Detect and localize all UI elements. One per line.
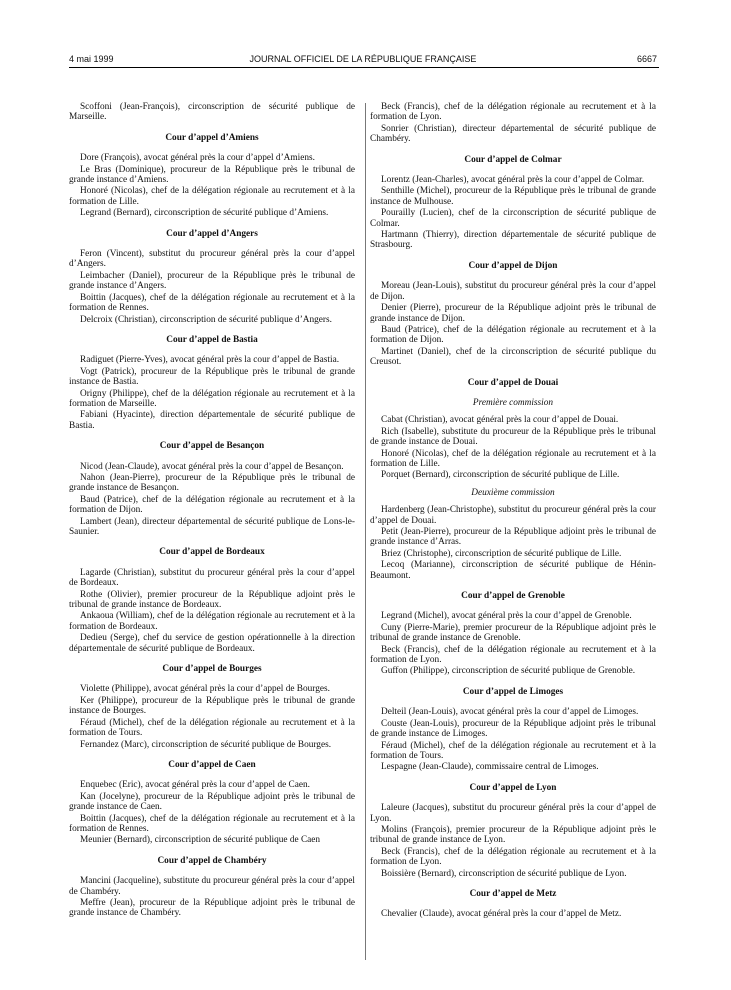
court-section <box>69 441 355 537</box>
appointment-entry: Beck (Francis), chef de la délégation régionale au recrutement et à la formation de Lyon. <box>370 644 656 666</box>
appointment-entry: Molins (François), premier procureur de la République adjoint près le tribunal de grande instance de Lyon. <box>370 824 656 846</box>
appointment-entry: Vogt (Patrick), procureur de la République près le tribunal de grande instance de Bastia. <box>69 366 355 388</box>
appointment-entry: Legrand (Bernard), circonscription de sécurité publique d’Amiens. <box>80 208 329 219</box>
appointment-entry: Moreau (Jean-Louis), substitut du procureur général près la cour d’appel de Dijon. <box>370 281 656 302</box>
appointment-entry: Sonrier (Christian), directeur départemental de sécurité publique de Chambéry. <box>370 123 656 145</box>
appointment-entry: Dedieu (Serge), chef du service de gestion opérationnelle à la direction départementale de sécurité publique de Bordeaux. <box>69 633 355 654</box>
appointment-entry: Hartmann (Thierry), direction départementale de sécurité publique de Strasbourg. <box>370 230 656 251</box>
appointment-entry: Féraud (Michel), chef de la délégation régionale au recrutement et à la formation de Tours. <box>370 740 656 761</box>
appointment-entry: Feron (Vincent), substitut du procureur général près la cour d’appel d’Angers. <box>69 249 355 270</box>
section-title: Cour d’appel de Besançon <box>159 441 265 452</box>
court-section <box>370 155 656 251</box>
appointment-entry: Leimbacher (Daniel), procureur de la République près le tribunal de grande instance d’Angers. <box>69 270 355 292</box>
left-column <box>69 102 355 920</box>
section-subtitle: Première commission <box>472 397 554 408</box>
court-section <box>370 889 656 920</box>
header-date: 4 mai 1999 <box>69 54 114 64</box>
court-section <box>370 261 656 368</box>
court-section <box>69 547 355 654</box>
appointment-entry: Nahon (Jean-Pierre), procureur de la République près le tribunal de grande instance de Besançon. <box>69 472 355 494</box>
section-title: Cour d’appel d’Angers <box>166 228 258 239</box>
appointment-entry: Ker (Philippe), procureur de la République près le tribunal de grande instance de Bourges. <box>69 695 355 717</box>
section-title: Cour d’appel de Grenoble <box>461 591 565 602</box>
appointment-entry: Boissière (Bernard), circonscription de sécurité publique de Lyon. <box>381 868 627 879</box>
court-section <box>370 783 656 879</box>
section-title: Cour d’appel de Metz <box>469 888 557 899</box>
appointment-entry: Denier (Pierre), procureur de la République adjoint près le tribunal de grande instance de Dijon. <box>370 303 656 324</box>
appointment-entry: Honoré (Nicolas), chef de la délégation régionale au recrutement et à la formation de Lille. <box>69 186 355 207</box>
appointment-entry: Scoffoni (Jean-François), circonscription de sécurité publique de Marseille. <box>69 102 355 123</box>
appointment-entry: Rothe (Olivier), premier procureur de la République adjoint près le tribunal de grande instance de Bordeaux. <box>69 589 355 611</box>
appointment-entry: Enquebec (Eric), avocat général près la cour d’appel de Caen. <box>80 780 310 791</box>
appointment-entry: Baud (Patrice), chef de la délégation régionale au recrutement et à la formation de Dijon. <box>69 494 355 516</box>
section-title: Cour d’appel de Dijon <box>468 260 558 271</box>
court-section <box>69 229 355 325</box>
appointment-entry: Lespagne (Jean-Claude), commissaire central de Limoges. <box>381 762 599 773</box>
appointment-entry: Féraud (Michel), chef de la délégation régionale au recrutement et à la formation de Tours. <box>69 717 355 739</box>
section-title: Cour d’appel de Chambéry <box>157 855 267 866</box>
section-title: Cour d’appel de Lyon <box>469 782 557 793</box>
court-section <box>370 488 656 581</box>
court-section <box>69 102 355 123</box>
appointment-entry: Martinet (Daniel), chef de la circonscription de sécurité publique du Creusot. <box>370 346 656 368</box>
header-rule <box>69 67 659 68</box>
appointment-entry: Nicod (Jean-Claude), avocat général près la cour d’appel de Besançon. <box>80 461 344 472</box>
page-header <box>69 54 657 68</box>
appointment-entry: Kan (Jocelyne), procureur de la République adjoint près le tribunal de grande instance de Caen. <box>69 791 355 813</box>
appointment-entry: Delcroix (Christian), circonscription de sécurité publique d’Angers. <box>80 314 332 325</box>
appointment-entry: Briez (Christophe), circonscription de sécurité publique de Lille. <box>381 548 622 559</box>
appointment-entry: Beck (Francis), chef de la délégation régionale au recrutement et à la formation de Lyon. <box>370 102 656 123</box>
appointment-entry: Cuny (Pierre-Marie), premier procureur de la République adjoint près le tribunal de grande instance de Grenoble. <box>370 622 656 644</box>
court-section <box>370 591 656 677</box>
appointment-entry: Dore (François), avocat général près la cour d’appel d’Amiens. <box>80 153 315 164</box>
appointment-entry: Fernandez (Marc), circonscription de sécurité publique de Bourges. <box>80 739 332 750</box>
section-title: Cour d’appel de Bastia <box>166 334 258 345</box>
court-section <box>69 335 355 431</box>
appointment-entry: Hardenberg (Jean-Christophe), substitut du procureur général près la cour d’appel de Douai. <box>370 505 656 526</box>
section-title: Cour d’appel de Bordeaux <box>159 547 265 558</box>
appointment-entry: Guffon (Philippe), circonscription de sécurité publique de Grenoble. <box>381 666 636 677</box>
section-title: Cour d’appel de Caen <box>168 759 256 770</box>
appointment-entry: Rich (Isabelle), substitute du procureur de la République près le tribunal de grande instance de Douai. <box>370 426 656 448</box>
appointment-entry: Lecoq (Marianne), circonscription de sécurité publique de Hénin-Beaumont. <box>370 560 656 581</box>
appointment-entry: Ankaoua (William), chef de la délégation régionale au recrutement et à la formation de Bordeaux. <box>69 611 355 632</box>
appointment-entry: Porquet (Bernard), circonscription de sécurité publique de Lille. <box>381 470 620 481</box>
section-title: Cour d’appel de Douai <box>467 377 559 388</box>
court-section <box>370 102 656 145</box>
appointment-entry: Delteil (Jean-Louis), avocat général près la cour d’appel de Limoges. <box>381 707 639 718</box>
appointment-entry: Radiguet (Pierre-Yves), avocat général près la cour d’appel de Bastia. <box>80 355 340 366</box>
appointment-entry: Meffre (Jean), procureur de la République adjoint près le tribunal de grande instance de Chambéry. <box>69 897 355 919</box>
appointment-entry: Baud (Patrice), chef de la délégation régionale au recrutement et à la formation de Dijon. <box>370 324 656 346</box>
appointment-entry: Le Bras (Dominique), procureur de la République près le tribunal de grande instance d’Amiens. <box>69 164 355 186</box>
appointment-entry: Meunier (Bernard), circonscription de sécurité publique de Caen <box>80 835 321 846</box>
appointment-entry: Violette (Philippe), avocat général près la cour d’appel de Bourges. <box>80 684 330 695</box>
court-section <box>370 378 656 481</box>
appointment-entry: Lorentz (Jean-Charles), avocat général près la cour d’appel de Colmar. <box>381 175 645 186</box>
appointment-entry: Legrand (Michel), avocat général près la cour d’appel de Grenoble. <box>381 611 632 622</box>
header-page-number: 6667 <box>636 54 657 64</box>
section-title: Cour d’appel de Bourges <box>162 664 262 675</box>
court-section <box>370 687 656 773</box>
appointment-entry: Beck (Francis), chef de la délégation régionale au recrutement et à la formation de Lyon. <box>370 846 656 868</box>
column-divider <box>365 103 366 960</box>
court-section <box>69 133 355 219</box>
appointment-entry: Pourailly (Lucien), chef de la circonscription de sécurité publique de Colmar. <box>370 208 656 229</box>
appointment-entry: Boittin (Jacques), chef de la délégation régionale au recrutement et à la formation de Rennes. <box>69 292 355 314</box>
court-section <box>69 760 355 846</box>
section-title: Cour d’appel de Colmar <box>464 154 562 165</box>
appointment-entry: Laleure (Jacques), substitut du procureur général près la cour d’appel de Lyon. <box>370 803 656 824</box>
section-title: Cour d’appel d’Amiens <box>165 132 259 143</box>
appointment-entry: Fabiani (Hyacinte), direction départementale de sécurité publique de Bastia. <box>69 410 355 431</box>
appointment-entry: Lambert (Jean), directeur départemental de sécurité publique de Lons-le-Saunier. <box>69 516 355 537</box>
appointment-entry: Chevalier (Claude), avocat général près la cour d’appel de Metz. <box>381 909 622 920</box>
court-section <box>69 664 355 750</box>
appointment-entry: Origny (Philippe), chef de la délégation régionale au recrutement et à la formation de Marseille. <box>69 388 355 409</box>
section-title: Cour d’appel de Limoges <box>462 686 564 697</box>
appointment-entry: Petit (Jean-Pierre), procureur de la République adjoint près le tribunal de grande instance d’Arras. <box>370 527 656 548</box>
section-subtitle: Deuxième commission <box>471 487 555 498</box>
right-column <box>370 102 656 921</box>
appointment-entry: Boittin (Jacques), chef de la délégation régionale au recrutement et à la formation de Rennes. <box>69 813 355 834</box>
court-section <box>69 856 355 919</box>
appointment-entry: Couste (Jean-Louis), procureur de la République adjoint près le tribunal de grande instance de Limoges. <box>370 718 656 740</box>
header-journal-title: JOURNAL OFFICIEL DE LA RÉPUBLIQUE FRANÇAISE <box>249 54 477 64</box>
appointment-entry: Senthille (Michel), procureur de la République près le tribunal de grande instance de Mulhouse. <box>370 186 656 207</box>
appointment-entry: Lagarde (Christian), substitut du procureur général près la cour d’appel de Bordeaux. <box>69 567 355 589</box>
appointment-entry: Cabat (Christian), avocat général près la cour d’appel de Douai. <box>381 415 619 426</box>
appointment-entry: Honoré (Nicolas), chef de la délégation régionale au recrutement et à la formation de Lille. <box>370 448 656 469</box>
appointment-entry: Mancini (Jacqueline), substitute du procureur général près la cour d’appel de Chambéry. <box>69 876 355 897</box>
